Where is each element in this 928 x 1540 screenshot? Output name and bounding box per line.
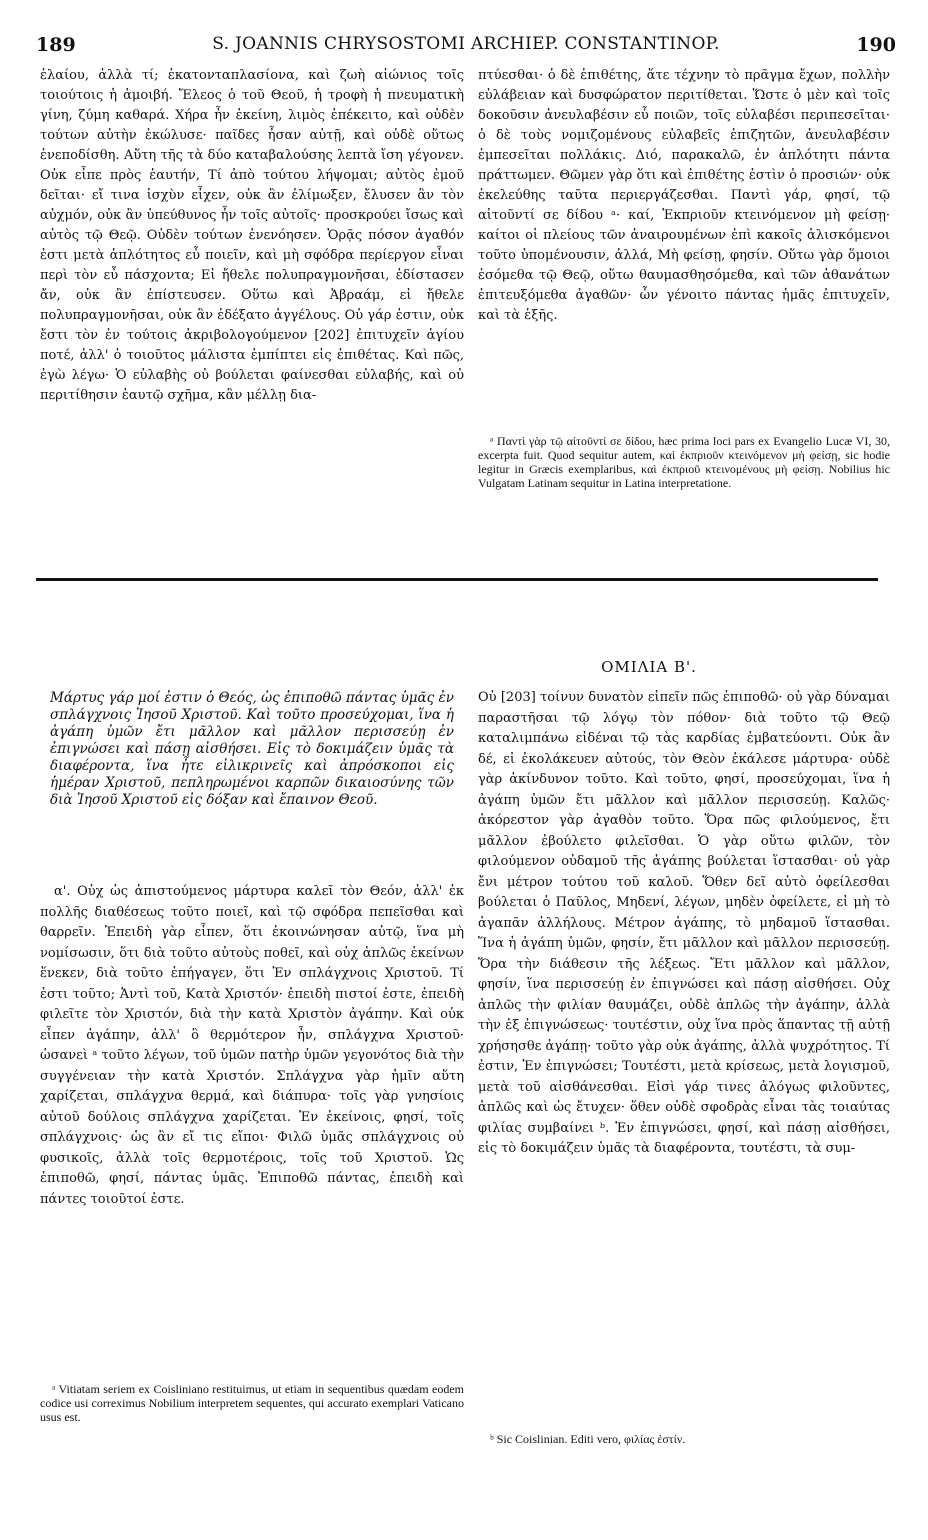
bottom-left-text: α'. Οὐχ ὡς ἀπιστούμενος μάρτυρα καλεῖ τὸν Θεόν, ἀλλ' ἐκ πολλῆς διαθέσεως τοῦτο ποιεῖ, καὶ τῷ σφόδρα πεπεῖσθαι καὶ θαρρεῖν. Ἐπειδὴ γὰρ εἶπεν, ὅτι ἐκοινώνησαν αὐτῷ, ἵνα μὴ νομίσωσιν, ὅτι διὰ τοῦτο αὐτοὺς ποθεῖ, καὶ οὐχ ἁπλῶς ἐκείνων ἕνεκεν, διὰ τοῦτο ἐπήγαγεν, ὅτι Ἐν σπλάγχνοις Χριστοῦ. Τί ἐστι τοῦτο; Ἀντὶ τοῦ, Κατὰ Χριστόν· ἐπειδὴ πιστοί ἐστε, ἐπειδὴ φιλεῖτε τὸν Χριστόν, διὰ τὴν κατὰ Χριστὸν ἀγάπην. Καὶ οὐκ εἶπεν ἀγάπην, ἀλλ' ὃ θερμότερον ἦν, σπλάγχνα Χριστοῦ· ὡσανεὶ ᵃ τοῦτο λέγων, τοῦ ὑμῶν πατὴρ ὑμῶν γεγονότος διὰ τὴν συγγένειαν τὴν κατὰ Χριστόν. Σπλάγχνα γὰρ ἡμῖν αὕτη χαρίζεται, σπλάγχνα θερμά, καὶ διάπυρα· τοῖς γὰρ γνησίοις αὐτοῦ δούλοις σπλάγχνα χαρίζεται. Ἐν ἐκείνοις, φησί, τοῖς σπλάγχνοις· ὡς ἂν εἴ τις εἴποι· Φιλῶ ὑμᾶς σπλάγχνοις οὐ φυσικοῖς, ἀλλὰ τοῖς θερμοτέροις, τοῖς τοῦ Χριστοῦ. Ὡς ἐπιποθῶ, φησί, πάντας ὑμᾶς. Ἐπιποθῶ πάντας, ἐπειδὴ καὶ πάντες τοιοῦτοί ἐστε. — [40, 884, 464, 1207]
right-page-number: 190 — [856, 34, 896, 56]
top-right-column — [478, 66, 890, 326]
bottom-left-column — [40, 882, 464, 1210]
footnote-a-bottom: ᵃ Vitiatam seriem ex Coisliniano restituimus, ut etiam in sequentibus quædam eodem codice usi correximus Nobilium interpretem sequentes, qui accurato exemplari Vaticano usus est. — [40, 1382, 464, 1424]
left-page-number: 189 — [36, 34, 76, 56]
top-left-text: ἐλαίου, ἀλλὰ τί; ἑκατονταπλασίονα, καὶ ζωὴ αἰώνιος τοῖς τοιούτοις ἡ ἀμοιβή. Ἔλεος ὁ τοῦ Θεοῦ, ἡ τροφὴ ἡ πνευματικὴ γίνη, ζύμη καθαρά. Χήρα ἦν ἐκείνη, λιμὸς ἐπέκειτο, καὶ οὐδὲν τούτων αὐτὴν ἐκώλυσε· παῖδες ἦσαν αὐτῇ, καὶ οὐδὲ οὕτως ἐνεποδίσθη. Αὕτη τῆς τὰ δύο καταβαλούσης λεπτὰ ἴση γέγονεν. Οὐκ εἶπε πρὸς ἑαυτήν, Τί ἀπὸ τούτου λήψομαι; αὐτὸς ἐμοῦ δεῖται· εἴ τινα ἰσχὺν εἶχεν, οὐκ ἂν ἐλίμωξεν, ἔλυσεν ἂν τὸν αὐχμόν, οὐκ ἂν ὑπεύθυνος ἦν τοῖς αὐτοῖς· προσκρούει ἴσως καὶ αὐτὸς τῷ Θεῷ. Οὐδὲν τούτων ἐνενόησεν. Ὁρᾷς πόσον ἀγαθόν ἐστι μετὰ ἁπλότητος εὖ ποιεῖν, καὶ μὴ σφόδρα περίεργον εἶναι περὶ τὸν εὖ πάσχοντα; Εἰ ἤθελε πολυπραγμονῆσαι, ἐδίστασεν ἄν, οὐκ ἂν ἐπίστευσεν. Οὕτω καὶ Ἀβραάμ, εἰ ἤθελε πολυπραγμονῆσαι, οὐκ ἂν ἐδέξατο ἀγγέλους. Οὐ γάρ ἐστιν, οὐκ ἔστι τὸν ἐν τούτοις ἀκριβολογούμενον [202] ἐπιτυχεῖν ἁγίου ποτέ, ἀλλ' ὁ τοιοῦτος μάλιστα ἐμπίπτει εἰς ἐπιθέτας. Καὶ πῶς, ἐγὼ λέγω· Ὁ εὐλαβὴς οὐ βούλεται φαίνεσθαι εὐλαβής, καὶ οὐ περιτίθησιν ἑαυτῷ σχῆμα, κἂν μέλλῃ δια- — [40, 68, 464, 403]
page-header — [36, 34, 896, 60]
bottom-right-footnote — [478, 1432, 890, 1446]
running-title: S. JOANNIS CHRYSOSTOMI ARCHIEP. CONSTANTINOP. — [212, 34, 720, 54]
top-right-footnote — [478, 434, 890, 490]
bottom-right-text: Οὐ [203] τοίνυν δυνατὸν εἰπεῖν πῶς ἐπιποθῶ· οὐ γὰρ δύναμαι παραστῆσαι τῷ λόγῳ τὸν πόθον· διὰ τοῦτο τῷ Θεῷ καταλιμπάνω εἰδέναι τῷ τὰς καρδίας ἐμβατεύοντι. Οὐκ ἂν δέ, εἰ ἐκολάκευεν αὐτούς, τὸν Θεὸν ἐκάλεσε μάρτυρα· οὐδὲ γὰρ ἀκίνδυνον τοῦτο. Καὶ τοῦτο, φησί, προσεύχομαι, ἵνα ἡ ἀγάπη ὑμῶν ἔτι μᾶλλον καὶ μᾶλλον περισσεύῃ. Καλῶς· ἀκόρεστον γὰρ ἀγαθὸν τοῦτο. Ὅρα πῶς φιλούμενος, ἔτι μᾶλλον ἐβούλετο φιλεῖσθαι. Ὁ γὰρ οὕτω φιλῶν, τὸν φιλούμενον οὐδαμοῦ τῆς ἀγάπης βούλεται ἵστασθαι· οὐ γὰρ ἔνι μέτρον τούτου τοῦ καλοῦ. Ὅθεν δεῖ αὐτὸ ὀφείλεσθαι βούλεται ὁ Παῦλος, Μηδενί, λέγων, μηδὲν ὀφείλετε, εἰ μὴ τὸ ἀγαπᾶν ἀλλήλους. Μέτρον ἀγάπης, τὸ μηδαμοῦ ἵστασθαι. Ἵνα ἡ ἀγάπη ὑμῶν, φησίν, ἔτι μᾶλλον καὶ μᾶλλον περισσεύῃ. Ὅρα τὴν διάθεσιν τῆς λέξεως. Ἔτι μᾶλλον καὶ μᾶλλον, φησίν, ἵνα περισσεύῃ ἐν ἐπιγνώσει καὶ πάσῃ αἰσθήσει. Οὐχ ἁπλῶς τὴν φιλίαν θαυμάζει, οὐδὲ ἁπλῶς τὴν ἀγάπην, ἀλλὰ τὴν ἐξ ἐπιγνώσεως· τουτέστιν, οὐχ ἵνα πρὸς ἅπαντας τῇ αὐτῇ χρήσησθε ἀγάπῃ· τοῦτο γὰρ οὐκ ἀγάπης, ἀλλὰ ψυχρότητος. Τί ἐστιν, Ἐν ἐπιγνώσει; Τουτέστι, μετὰ κρίσεως, μετὰ λογισμοῦ, μετὰ τοῦ αἰσθάνεσθαι. Εἰσὶ γάρ τινες ἀλόγως φιλοῦντες, ἁπλῶς καὶ ὡς ἔτυχεν· ὅθεν οὐδὲ σφοδρὰς εἶναι τὰς τοιαύτας φιλίας συμβαίνει ᵇ. Ἐν ἐπιγνώσει, φησί, καὶ πάσῃ αἰσθήσει, εἰς τὸ δοκιμάζειν ὑμᾶς τὰ διαφέροντα, τουτέστι, τὰ συμ- — [478, 690, 890, 1156]
top-right-text: πτύεσθαι· ὁ δὲ ἐπιθέτης, ἅτε τέχνην τὸ πρᾶγμα ἔχων, πολλὴν εὐλάβειαν καὶ δυσφώρατον περιτίθεται. Ὥστε ὁ μὲν καὶ τοῖς δοκοῦσιν ἀνευλαβέσιν εὖ ποιῶν, τοῖς εὐλαβέσι περιπεσεῖται· ὁ δὲ τοὺς νομιζομένους εὐλαβεῖς ἐπιζητῶν, ἀνευλαβέσιν ἐμπεσεῖται πολλάκις. Διό, παρακαλῶ, ἐν ἁπλότητι πάντα πράττωμεν. Θῶμεν γὰρ ὅτι καὶ ἐπιθέτης ἐστὶν ὁ προσιών· οὐκ ἐκελεύθης ταῦτα περιεργάζεσθαι. Παντὶ γάρ, φησί, τῷ αἰτοῦντί σε δίδου ᵃ· καί, Ἐκπριοῦν κτεινόμενον μὴ φείσῃ· καίτοι οἱ πλείους τῶν ἀναιρουμένων ἐπὶ κακοῖς ἁλισκόμενοι τοῦτο ὑπομένουσιν, ἀλλά, Μὴ φείσῃ, φησίν. Οὕτω γὰρ ὅμοιοι ἐσόμεθα τῷ Θεῷ, οὕτω θαυμασθησόμεθα, καὶ τῶν ἀθανάτων ἐπιτευξόμεθα ἀγαθῶν· ὧν γένοιτο πάντας ἡμᾶς ἐπιτυχεῖν, καὶ τὰ ἑξῆς. — [478, 68, 890, 323]
section-divider — [36, 578, 878, 581]
bottom-left-footnote — [40, 1382, 464, 1424]
top-left-column — [40, 66, 464, 406]
scripture-passage: Μάρτυς γάρ μοί ἐστιν ὁ Θεός, ὡς ἐπιποθῶ πάντας ὑμᾶς ἐν σπλάγχνοις Ἰησοῦ Χριστοῦ. Καὶ τοῦτο προσεύχομαι, ἵνα ἡ ἀγάπη ὑμῶν ἔτι μᾶλλον καὶ μᾶλλον περισσεύῃ ἐν ἐπιγνώσει καὶ πάσῃ αἰσθήσει. Εἰς τὸ δοκιμάζειν ὑμᾶς τὰ διαφέροντα, ἵνα ἦτε εἰλικρινεῖς καὶ ἀπρόσκοποι εἰς ἡμέραν Χριστοῦ, πεπληρωμένοι καρπῶν δικαιοσύνης τῶν διὰ Ἰησοῦ Χριστοῦ εἰς δόξαν καὶ ἔπαινον Θεοῦ. — [50, 690, 454, 808]
footnote-b-bottom: ᵇ Sic Coislinian. Editi vero, φιλίας ἐστίν. — [490, 1432, 686, 1446]
footnote-a-top: ᵃ Παντὶ γὰρ τῷ αἰτοῦντί σε δίδου, hæc prima loci pars ex Evangelio Lucæ VI, 30, excerpta fuit. Quod sequitur autem, καὶ ἐκπριοῦν κτεινόμενον μὴ φείσῃ, sic hodie legitur in Græcis exemplaribus, καὶ ἐκπριοῦ κτεινομένους μὴ φείσῃ. Nobilius hic Vulgatam Latinam sequitur in Latina interpretatione. — [478, 434, 890, 490]
bottom-right-column — [478, 688, 890, 1160]
homily-title: ΟΜΙΛΙΑ Β'. — [601, 658, 697, 676]
